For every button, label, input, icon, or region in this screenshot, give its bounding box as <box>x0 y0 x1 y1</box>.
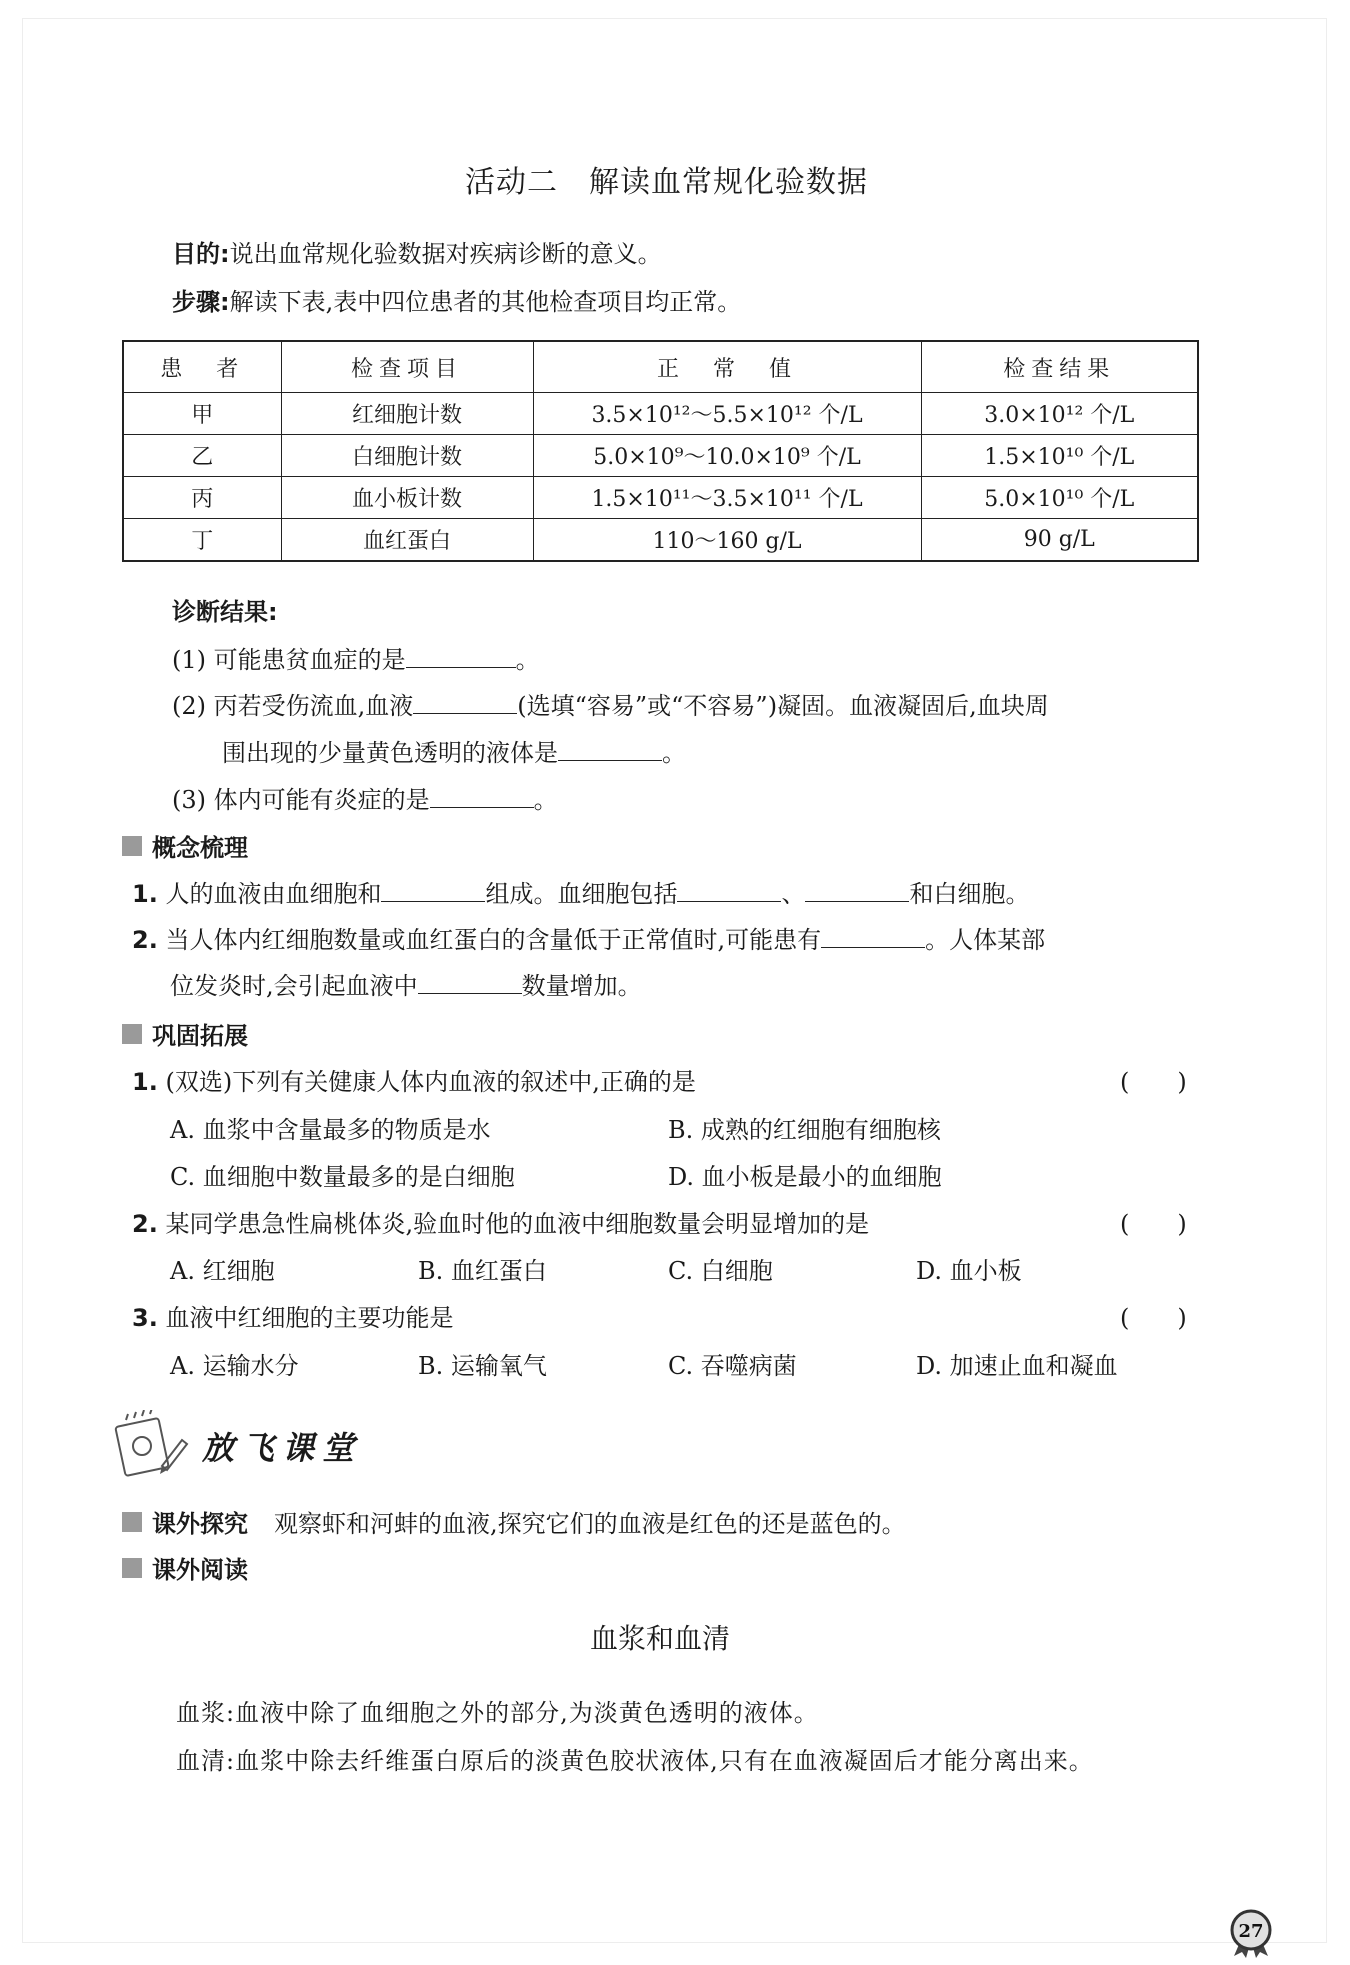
q1-text: (1) 可能患贫血症的是 <box>172 646 406 674</box>
table-cell-result: 90 g/L <box>921 519 1198 562</box>
concept-text: 组成。血细胞包括 <box>485 880 678 908</box>
section-square-icon <box>122 1024 142 1044</box>
table-cell-patient: 丁 <box>123 519 281 562</box>
table-cell-item: 红细胞计数 <box>281 393 533 435</box>
answer-blank[interactable] <box>430 785 534 808</box>
explore-heading <box>122 1504 906 1539</box>
option-d[interactable]: D. 血小板 <box>916 1257 1022 1285</box>
reading-title: 血浆和血清 <box>590 1622 731 1655</box>
q2-text-c: 围出现的少量黄色透明的液体是 <box>222 739 558 767</box>
option-d[interactable]: D. 血小板是最小的血细胞 <box>668 1163 942 1191</box>
steps-line <box>172 282 741 317</box>
answer-blank[interactable] <box>406 645 516 668</box>
table-cell-patient: 甲 <box>123 393 281 435</box>
concept-heading-text: 概念梳理 <box>152 834 248 862</box>
concept-text: 当人体内红细胞数量或血红蛋白的含量低于正常值时,可能患有 <box>165 926 822 954</box>
page-number-badge <box>1226 1908 1276 1958</box>
mc-question-1 <box>132 1062 696 1097</box>
notebook-icon <box>112 1410 192 1482</box>
feature-title: 放飞课堂 <box>202 1429 363 1467</box>
concept-text: 数量增加。 <box>521 972 642 1000</box>
table-cell-item: 血红蛋白 <box>281 519 533 562</box>
table-row <box>123 519 1198 562</box>
table-cell-normal: 1.5×10¹¹～3.5×10¹¹ 个/L <box>533 477 921 519</box>
table-row <box>123 477 1198 519</box>
table-cell-normal: 3.5×10¹²～5.5×10¹² 个/L <box>533 393 921 435</box>
option-b[interactable]: B. 成熟的红细胞有细胞核 <box>668 1116 941 1144</box>
item-number: 2. <box>132 1210 158 1238</box>
reading-heading-text: 课外阅读 <box>152 1556 248 1584</box>
item-number: 3. <box>132 1304 158 1332</box>
table-header: 正 常 值 <box>533 341 921 393</box>
diagnosis-q3 <box>172 780 558 815</box>
answer-blank[interactable] <box>821 925 925 948</box>
reading-paragraph-plasma: 血浆:血液中除了血细胞之外的部分,为淡黄色透明的液体。 <box>176 1699 819 1727</box>
table-row <box>123 393 1198 435</box>
concept-item-2-cont <box>170 966 642 1001</box>
purpose-label: 目的: <box>172 240 230 268</box>
concept-text: 人的血液由血细胞和 <box>165 880 382 908</box>
explore-text: 观察虾和河蚌的血液,探究它们的血液是红色的还是蓝色的。 <box>274 1510 906 1538</box>
answer-blank[interactable] <box>413 691 517 714</box>
concept-item-1 <box>132 874 1029 909</box>
concept-heading <box>122 828 248 863</box>
table-header: 检查结果 <box>921 341 1198 393</box>
option-a[interactable]: A. 运输水分 <box>170 1352 299 1380</box>
option-b[interactable]: B. 血红蛋白 <box>418 1257 547 1285</box>
q2-text-a: (2) 丙若受伤流血,血液 <box>172 692 414 720</box>
purpose-text: 说出血常规化验数据对疾病诊断的意义。 <box>229 240 662 268</box>
answer-blank[interactable] <box>418 971 522 994</box>
option-d[interactable]: D. 加速止血和凝血 <box>916 1352 1118 1380</box>
steps-label: 步骤: <box>172 288 230 316</box>
section-square-icon <box>122 1512 142 1532</box>
purpose-line <box>172 234 662 269</box>
section-square-icon <box>122 1558 142 1578</box>
q2-text-b: (选填“容易”或“不容易”)凝固。血液凝固后,血块周 <box>517 692 1049 720</box>
steps-text: 解读下表,表中四位患者的其他检查项目均正常。 <box>229 288 742 316</box>
q3-text: (3) 体内可能有炎症的是 <box>172 786 430 814</box>
table-header-row <box>123 341 1198 393</box>
reading-paragraph-serum: 血清:血浆中除去纤维蛋白原后的淡黄色胶状液体,只有在血液凝固后才能分离出来。 <box>176 1747 1094 1775</box>
question-stem: (双选)下列有关健康人体内血液的叙述中,正确的是 <box>165 1068 696 1096</box>
feature-header <box>112 1410 362 1482</box>
concept-text: 、 <box>781 880 806 908</box>
table-cell-result: 3.0×10¹² 个/L <box>921 393 1198 435</box>
diagnosis-q2-cont <box>222 733 686 768</box>
table-cell-patient: 丙 <box>123 477 281 519</box>
q2-end: 。 <box>662 739 686 767</box>
table-row <box>123 435 1198 477</box>
activity-title: 活动二 解读血常规化验数据 <box>465 165 868 200</box>
item-number: 1. <box>132 1068 158 1096</box>
reading-heading <box>122 1550 248 1585</box>
mc-question-3 <box>132 1298 453 1333</box>
concept-text: 和白细胞。 <box>909 880 1030 908</box>
diagnosis-q1 <box>172 640 540 675</box>
table-cell-normal: 110～160 g/L <box>533 519 921 562</box>
answer-blank[interactable] <box>381 879 485 902</box>
answer-parentheses[interactable]: ( ) <box>1120 1210 1187 1238</box>
answer-blank[interactable] <box>558 738 662 761</box>
option-c[interactable]: C. 吞噬病菌 <box>668 1352 797 1380</box>
option-c[interactable]: C. 血细胞中数量最多的是白细胞 <box>170 1163 515 1191</box>
section-square-icon <box>122 836 142 856</box>
concept-text: 。人体某部 <box>925 926 1046 954</box>
item-number: 1. <box>132 880 158 908</box>
blood-test-table <box>122 340 1199 562</box>
table-cell-patient: 乙 <box>123 435 281 477</box>
mc-question-2 <box>132 1204 869 1239</box>
diagnosis-q2 <box>172 686 1049 721</box>
diagnosis-label: 诊断结果: <box>172 598 278 626</box>
table-cell-normal: 5.0×10⁹～10.0×10⁹ 个/L <box>533 435 921 477</box>
consolidate-heading <box>122 1016 248 1051</box>
q1-end: 。 <box>515 646 540 674</box>
answer-parentheses[interactable]: ( ) <box>1120 1304 1187 1332</box>
question-stem: 某同学患急性扁桃体炎,验血时他的血液中细胞数量会明显增加的是 <box>165 1210 870 1238</box>
concept-item-2 <box>132 920 1045 955</box>
concept-text: 位发炎时,会引起血液中 <box>170 972 418 1000</box>
option-b[interactable]: B. 运输氧气 <box>418 1352 547 1380</box>
table-header: 检查项目 <box>281 341 533 393</box>
page-number: 27 <box>1238 1921 1264 1942</box>
table-cell-item: 白细胞计数 <box>281 435 533 477</box>
option-a[interactable]: A. 血浆中含量最多的物质是水 <box>170 1116 491 1144</box>
table-cell-item: 血小板计数 <box>281 477 533 519</box>
option-a[interactable]: A. 红细胞 <box>170 1257 275 1285</box>
table-cell-result: 5.0×10¹⁰ 个/L <box>921 477 1198 519</box>
q3-end: 。 <box>533 786 558 814</box>
consolidate-heading-text: 巩固拓展 <box>152 1022 248 1050</box>
table-cell-result: 1.5×10¹⁰ 个/L <box>921 435 1198 477</box>
question-stem: 血液中红细胞的主要功能是 <box>165 1304 454 1332</box>
table-header: 患 者 <box>123 341 281 393</box>
item-number: 2. <box>132 926 158 954</box>
answer-blank[interactable] <box>805 879 909 902</box>
option-c[interactable]: C. 白细胞 <box>668 1257 773 1285</box>
answer-blank[interactable] <box>677 879 781 902</box>
explore-heading-text: 课外探究 <box>152 1510 248 1538</box>
answer-parentheses[interactable]: ( ) <box>1120 1068 1187 1096</box>
